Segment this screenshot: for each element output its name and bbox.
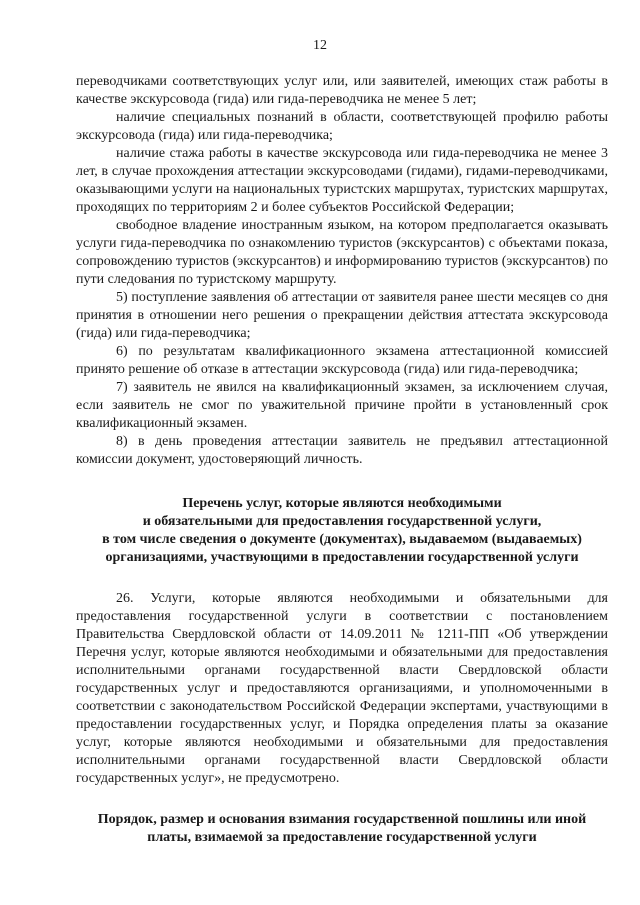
paragraph-continuation: переводчиками соответствующих услуг или, или заявителей, имеющих стаж работы в качестве экскурсовода (гида) или гида-переводчика не менее 5 лет; [76, 74, 608, 107]
heading-line: Перечень услуг, которые являются необходимыми [182, 496, 502, 511]
paragraph-item-8: 8) в день проведения аттестации заявитель не предъявил аттестационной комиссии документ, удостоверяющий личность. [76, 434, 608, 467]
heading-line: Порядок, размер и основания взимания государственной пошлины или иной [97, 812, 587, 827]
paragraph-special-knowledge: наличие специальных познаний в области, соответствующей профилю работы экскурсовода (гида) или гида-переводчика; [76, 110, 608, 143]
paragraph-26: 26. Услуги, которые являются необходимыми и обязательными для предоставления государственной услуги в соответствии с постановлением Правительства Свердловской области от 14.09.2011 № 1211-ПП «Об утверждении Перечня услуг, которые являются необходимыми и обязательными для предоставления исполнительными органами государственной власти Свердловской области государственных услуг и предоставляются организациями, и уполномоченными в соответствии с законодательством Российской Федерации экспертами, участвующими в предоставлении государственных услуг, и Порядка определения платы за оказание услуг, которые являются необходимыми и обязательными для предоставления исполнительными органами государственной власти Свердловской области государственных услуг», не предусмотрено. [76, 591, 608, 786]
paragraph-item-6: 6) по результатам квалификационного экзамена аттестационной комиссией принято решение об отказе в аттестации экскурсовода (гида) или гида-переводчика; [76, 344, 608, 377]
paragraph-work-experience: наличие стажа работы в качестве экскурсовода или гида-переводчика не менее 3 лет, в случае прохождения аттестации экскурсоводами (гидами), гидами-переводчиками, оказывающими услуги на национальных туристских маршрутах, туристских маршрутах, проходящих по территориям 2 и более субъектов Российской Федерации; [76, 146, 608, 215]
paragraph-item-7: 7) заявитель не явился на квалификационный экзамен, за исключением случая, если заявитель не смог по уважительной причине пройти в установленный срок квалификационный экзамен. [76, 380, 608, 431]
document-body [76, 73, 608, 847]
paragraph-foreign-language: свободное владение иностранным языком, на котором предполагается оказывать услуги гида-переводчика по ознакомлению туристов (экскурсантов) с объектами показа, сопровождению туристов (экскурсантов) и информированию туристов (экскурсантов) по пути следования по туристскому маршруту. [76, 218, 608, 287]
heading-line: и обязательными для предоставления государственной услуги, [142, 514, 542, 529]
heading-line: платы, взимаемой за предоставление государственной услуги [147, 830, 537, 845]
heading-line: в том числе сведения о документе (документах), выдаваемом (выдаваемых) [102, 532, 582, 547]
section-heading-fee [76, 811, 608, 847]
page-number: 12 [313, 38, 327, 53]
section-heading-services-list [76, 495, 608, 567]
paragraph-item-5: 5) поступление заявления об аттестации от заявителя ранее шести месяцев со дня принятия в отношении него решения о прекращении действия аттестата экскурсовода (гида) или гида-переводчика; [76, 290, 608, 341]
heading-line: организациями, участвующими в предоставлении государственной услуги [105, 550, 579, 565]
